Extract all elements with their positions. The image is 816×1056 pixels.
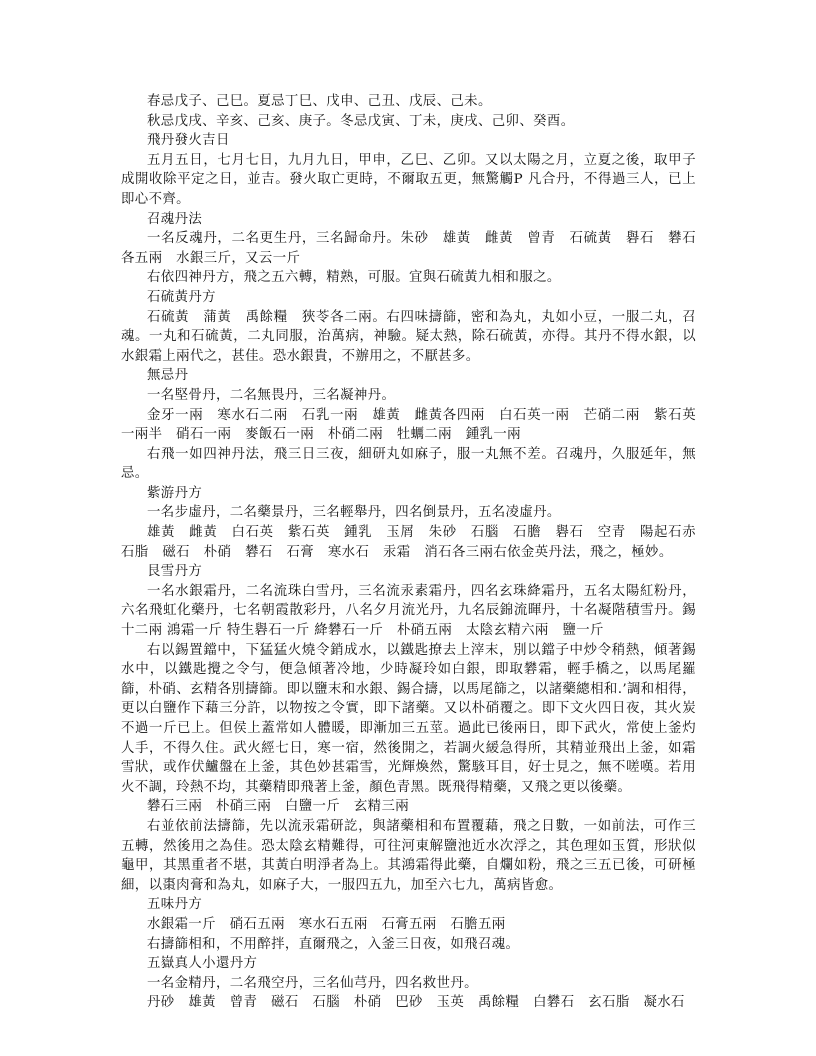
section-heading: 召魂丹法 (147, 211, 203, 227)
paragraph: 一名水銀霜丹，二名流珠白雪丹，三名流汞素霜丹，四名玄珠絳霜丹，五名太陽紅粉丹，六名飛虹化藥丹，七名朝霞散彩丹，八名夕月流光丹，九名辰錦流暉丹，十名凝階積雪丹。錫十二兩 鴻霜一斤 特生礜石一斤 絳礬石一斤 朴硝五兩 太陰玄精六兩 鹽一斤 (121, 583, 696, 639)
section-heading: 石硫黃丹方 (147, 289, 216, 305)
section-heading: 飛丹發火吉日 (147, 133, 230, 149)
paragraph: 一名反魂丹，二名更生丹，三名歸命丹。朱砂 雄黃 雌黃 曾青 石硫黃 礜石 礬石各五兩 水銀三斤，又云一斤 (121, 231, 696, 266)
paragraph: 雄黃 雌黃 白石英 紫石英 鍾乳 玉屑 朱砂 石腦 石膽 礜石 空青 陽起石赤石脂 磁石 朴硝 礬石 石膏 寒水石 汞霜 消石各三兩右依金英丹法，飛之，極妙。 (121, 525, 696, 560)
paragraph: 石硫黃 蒲黃 禹餘糧 狹苓各二兩。右四味擣篩，密和為丸，丸如小豆，一服二丸，召魂。一丸和石硫黃，二丸同服，治萬病，神驗。疑太熱，除石硫黃，亦得。其丹不得水銀，以水銀霜上兩代之，甚佳。恐水銀貴，不辦用之，不厭甚多。 (121, 309, 696, 364)
section-heading: 五味丹方 (147, 897, 203, 913)
section-heading: 紫游丹方 (147, 485, 203, 501)
document-body (121, 92, 696, 1013)
section-heading: 五嶽真人小還丹方 (147, 956, 258, 972)
paragraph: 右飛一如四神丹法，飛三日三夜，細研丸如麻子，服一丸無不差。召魂丹，久服延年，無忌。 (121, 446, 696, 482)
paragraph: 五月五日，七月七日，九月九日，甲申，乙巳、乙卯。又以太陽之月，立夏之後，取甲子成開收除平定之日，並吉。發火取亡更時，不爾取五更，無驚觸P 凡合丹，不得過三人，已上即心不齊。 (121, 152, 696, 207)
paragraph: 礬石三兩 朴硝三兩 白鹽一斤 玄精三兩 (147, 799, 410, 815)
section-heading: 無忌丹 (147, 368, 189, 384)
paragraph: 水銀霜一斤 硝石五兩 寒水石五兩 石膏五兩 石膽五兩 (147, 916, 506, 932)
paragraph: 右擣篩相和，不用醉拌，直爾飛之，入釜三日夜，如飛召魂。 (147, 936, 520, 952)
paragraph: 右依四神丹方，飛之五六轉，精熟，可服。宜與石硫黃九相和服之。 (147, 270, 561, 286)
paragraph: 春忌戊子、己巳。夏忌丁巳、戊申、己丑、戊辰、己未。 (147, 94, 492, 109)
paragraph: 秋忌戊戌、辛亥、己亥、庚子。冬忌戊寅、丁未，庚戌、己卯、癸酉。 (147, 113, 575, 129)
section-heading: 艮雪丹方 (147, 564, 203, 580)
paragraph: 一名金精丹，二名飛空丹，三名仙芎丹，四名救世丹。 (147, 975, 478, 991)
paragraph: 金牙一兩 寒水石二兩 石乳一兩 雄黃 雌黃各四兩 白石英一兩 芒硝二兩 紫石英一兩半 硝石一兩 麥飯石一兩 朴硝二兩 牡蠣二兩 鍾乳一兩 (121, 407, 696, 443)
paragraph: 一名步虛丹，二名藥景丹，三名輕舉丹，四名倒景丹，五名凌虛丹。 (147, 505, 561, 521)
paragraph: 右以錫置鐺中，下猛猛火燒令銷成水，以鐵匙撩去上滓末，別以鐺子中炒令稍熱，傾著錫水中，以鐵匙攪之令勻，便急傾著冷地，少時凝玲如白銀，即取礬霜，輕手橋之，以馬尾羅篩，朴硝、玄精各別擣篩。即以鹽末和水銀、錫合擣，以馬尾篩之，以諸藥總相和.’調和相得，更以白鹽作下藉三分許，以物按之令實，即下諸藥。又以朴硝覆之。即下文火四日夜，其火炭不過一斤已上。但侯上蓋常如人體暖，即漸加三五莖。過此已後兩日，即下武火，常使上釜灼人手，不得久住。武火經七日，寒一宿，然後開之，若調火緩急得所，其精並飛出上釜，如霜雪狀，或作伏鱸盤在上釜，其色妙甚霜雪，光輝煥然，驚駭耳目，好士見之，無不嗟嘆。若用火不調，玲熱不均，其藥精即飛著上釜，顏色青黑。既飛得精藥，又飛之更以後藥。 (121, 642, 696, 795)
paragraph: 右並依前法擣篩，先以流汞霜研訖，與諸藥相和布置覆藉，飛之日數，一如前法，可作三五轉，然後用之為佳。恐太陰玄精難得，可往河東解鹽池近水次浮之，其色理如玉質，形狀似龜甲，其黑重者不堪，其黃白明淨者為上。其鴻霜得此藥，自爛如粉，飛之三五已後，可研極細，以棗肉膏和為丸，如麻子大，一服四五九，加至六七九，萬病皆愈。 (121, 818, 696, 893)
paragraph: 一名堅骨丹，二名無畏丹，三名凝神丹。 (147, 387, 396, 403)
paragraph: 丹砂 雄黃 曾青 磁石 石腦 朴硝 巴砂 玉英 禹餘糧 白礬石 玄石脂 凝水石 (147, 995, 685, 1011)
